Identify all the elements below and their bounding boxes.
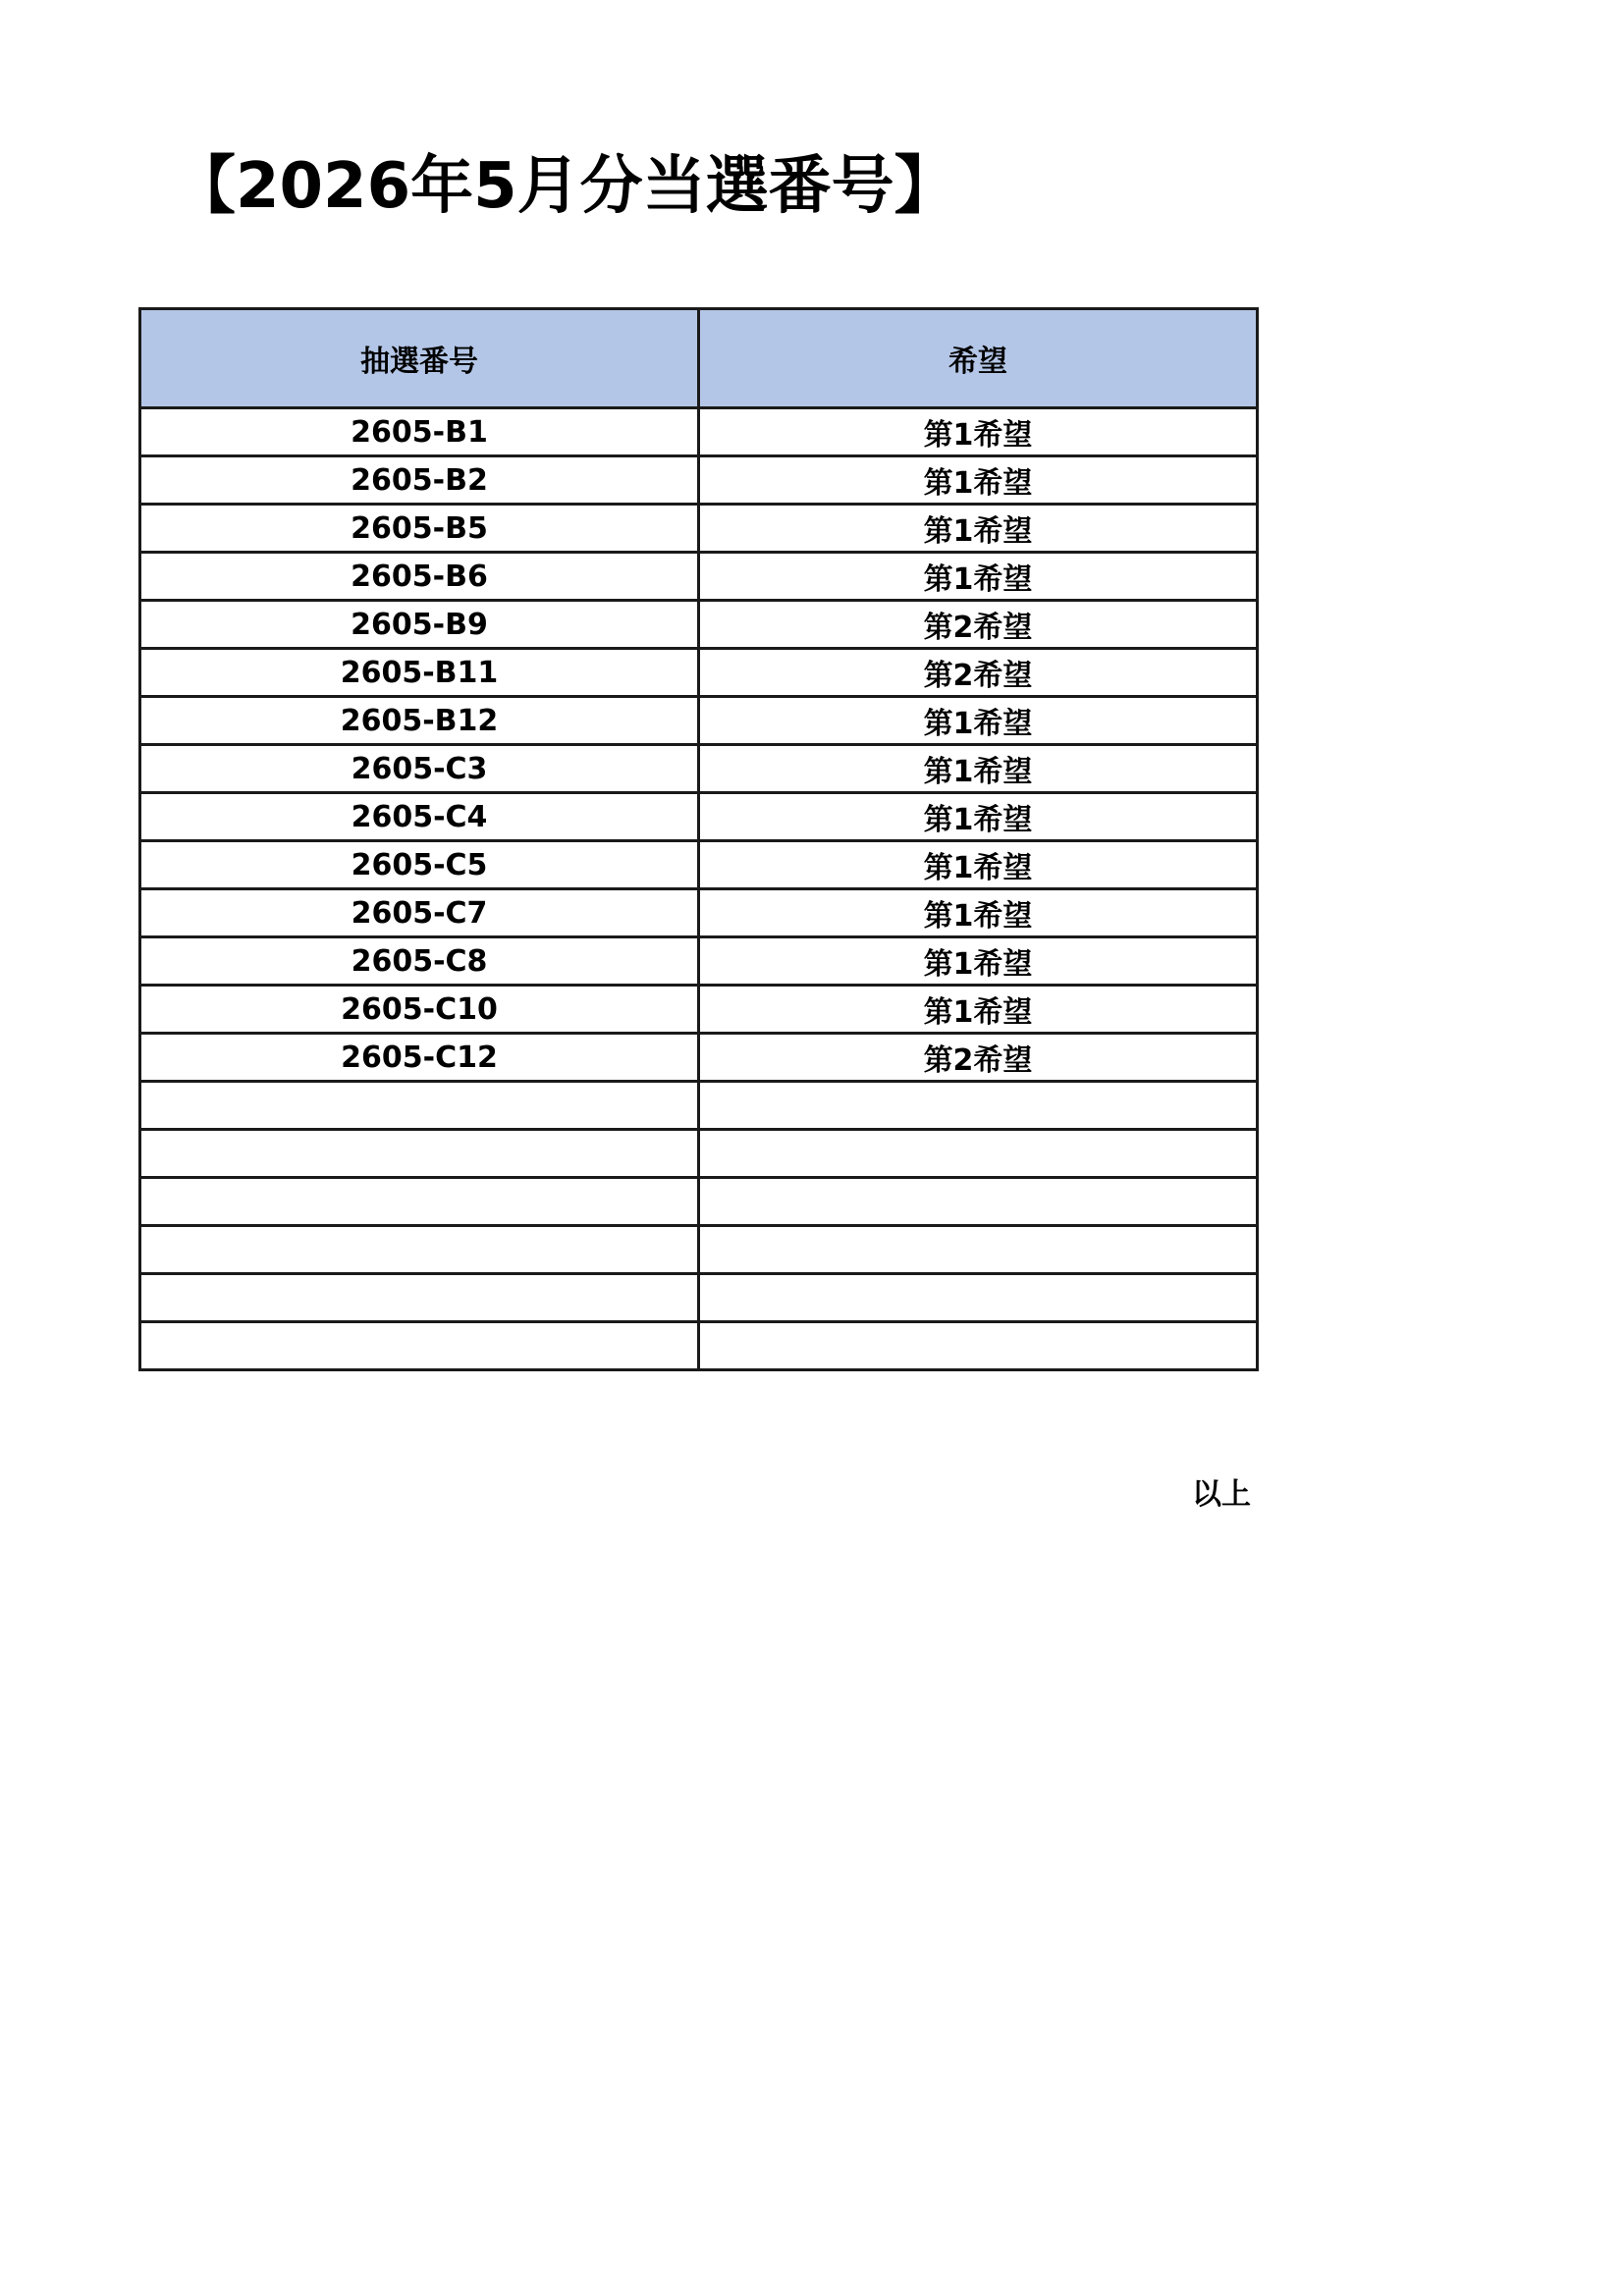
table-row xyxy=(140,793,1258,841)
table-row xyxy=(140,697,1258,745)
table-row-empty xyxy=(140,1274,1258,1322)
cell-lottery-number xyxy=(140,1082,699,1130)
table-row xyxy=(140,937,1258,986)
table-row xyxy=(140,1034,1258,1082)
cell-preference: 第1希望 xyxy=(699,456,1258,505)
cell-preference: 第1希望 xyxy=(699,793,1258,841)
cell-lottery-number: 2605-B11 xyxy=(140,649,699,697)
cell-preference: 第1希望 xyxy=(699,841,1258,889)
table-row-empty xyxy=(140,1226,1258,1274)
cell-lottery-number: 2605-C7 xyxy=(140,889,699,937)
cell-preference: 第2希望 xyxy=(699,649,1258,697)
header-preference: 希望 xyxy=(699,309,1258,408)
cell-lottery-number: 2605-C10 xyxy=(140,986,699,1034)
cell-lottery-number: 2605-C3 xyxy=(140,745,699,793)
table-row-empty xyxy=(140,1082,1258,1130)
cell-preference: 第1希望 xyxy=(699,745,1258,793)
cell-preference: 第1希望 xyxy=(699,697,1258,745)
winning-numbers-table xyxy=(138,307,1259,1371)
table-row xyxy=(140,601,1258,649)
table-row xyxy=(140,456,1258,505)
cell-preference: 第1希望 xyxy=(699,889,1258,937)
cell-preference xyxy=(699,1322,1258,1370)
cell-lottery-number: 2605-C8 xyxy=(140,937,699,986)
cell-lottery-number xyxy=(140,1130,699,1178)
table-row xyxy=(140,745,1258,793)
cell-lottery-number xyxy=(140,1178,699,1226)
cell-lottery-number: 2605-B9 xyxy=(140,601,699,649)
cell-preference xyxy=(699,1274,1258,1322)
cell-lottery-number: 2605-B1 xyxy=(140,408,699,456)
table-row-empty xyxy=(140,1322,1258,1370)
table-row xyxy=(140,986,1258,1034)
table-row-empty xyxy=(140,1130,1258,1178)
table-row xyxy=(140,889,1258,937)
cell-lottery-number: 2605-C12 xyxy=(140,1034,699,1082)
table-row xyxy=(140,841,1258,889)
cell-lottery-number xyxy=(140,1322,699,1370)
cell-lottery-number: 2605-C4 xyxy=(140,793,699,841)
cell-lottery-number: 2605-B2 xyxy=(140,456,699,505)
cell-preference: 第2希望 xyxy=(699,601,1258,649)
cell-preference: 第1希望 xyxy=(699,986,1258,1034)
cell-lottery-number xyxy=(140,1274,699,1322)
cell-preference: 第1希望 xyxy=(699,937,1258,986)
cell-preference xyxy=(699,1130,1258,1178)
table-header-row xyxy=(140,309,1258,408)
cell-lottery-number: 2605-B5 xyxy=(140,505,699,553)
page-title: 【2026年5月分当選番号】 xyxy=(173,150,957,223)
table-row xyxy=(140,408,1258,456)
cell-lottery-number: 2605-C5 xyxy=(140,841,699,889)
cell-preference: 第1希望 xyxy=(699,553,1258,601)
cell-preference xyxy=(699,1226,1258,1274)
cell-lottery-number xyxy=(140,1226,699,1274)
cell-lottery-number: 2605-B12 xyxy=(140,697,699,745)
table-row xyxy=(140,553,1258,601)
table-row xyxy=(140,649,1258,697)
cell-preference: 第2希望 xyxy=(699,1034,1258,1082)
closing-remark: 以上 xyxy=(1192,1477,1251,1512)
table-row-empty xyxy=(140,1178,1258,1226)
cell-preference: 第1希望 xyxy=(699,408,1258,456)
cell-preference xyxy=(699,1178,1258,1226)
header-lottery-number: 抽選番号 xyxy=(140,309,699,408)
table-row xyxy=(140,505,1258,553)
cell-preference: 第1希望 xyxy=(699,505,1258,553)
cell-preference xyxy=(699,1082,1258,1130)
cell-lottery-number: 2605-B6 xyxy=(140,553,699,601)
